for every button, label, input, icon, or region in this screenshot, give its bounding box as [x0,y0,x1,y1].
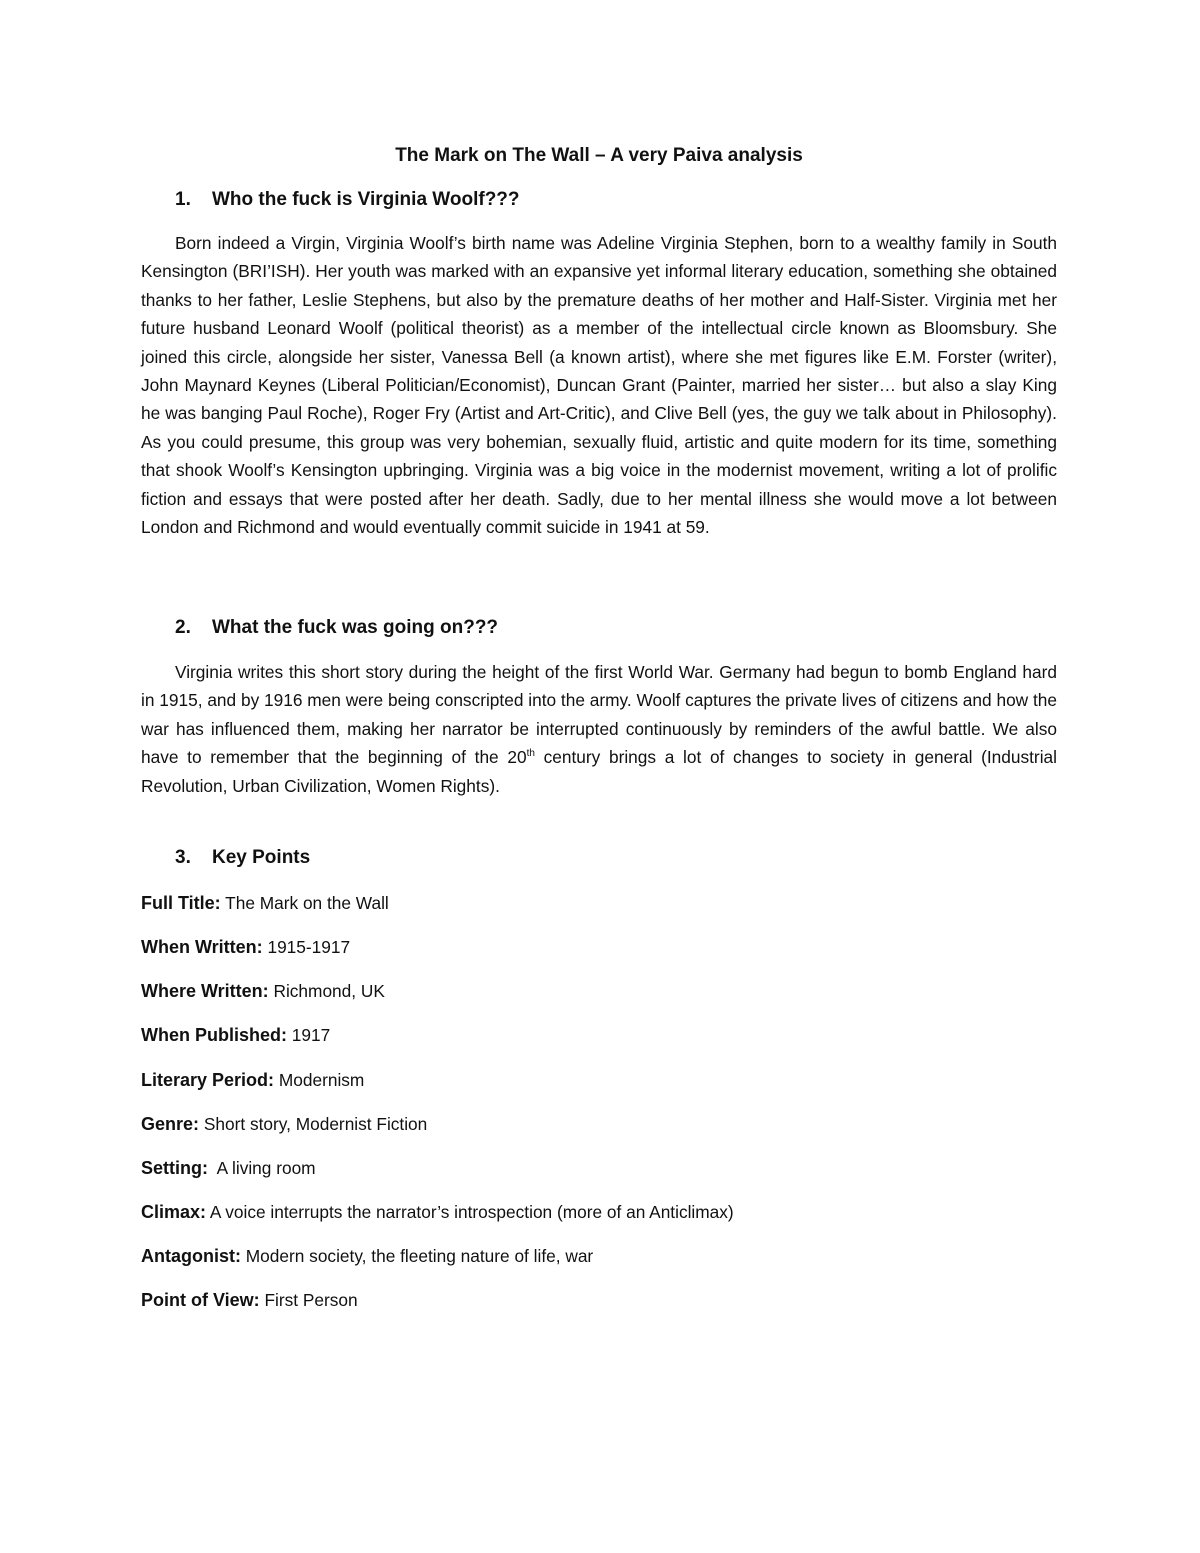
key-point-value: A voice interrupts the narrator’s introspection (more of an Anticlimax) [206,1202,734,1222]
context-text-part-2: century brings a lot of changes to society in general (Industrial Revolution, Urban Civilization, Women Rights). [141,747,1057,796]
section-heading-text: What the fuck was going on??? [212,617,499,638]
section-number: 1. [175,189,191,210]
key-point-antagonist [141,1243,593,1269]
document-title: The Mark on The Wall – A very Paiva analysis [395,145,803,166]
key-point-label: Literary Period: [141,1070,275,1090]
key-point-label: Full Title: [141,893,221,913]
section-heading-text: Key Points [212,847,311,868]
key-point-label: Point of View: [141,1290,260,1310]
key-point-setting [141,1155,316,1181]
key-point-label: Antagonist: [141,1246,241,1266]
key-point-genre [141,1111,427,1137]
key-point-point-of-view [141,1287,358,1313]
key-point-label: When Published: [141,1025,287,1045]
key-point-when-published [141,1022,330,1048]
biography-paragraph: Born indeed a Virgin, Virginia Woolf’s birth name was Adeline Virginia Stephen, born to a wealthy family in South Kensington (BRI’ISH). Her youth was marked with an expansive yet informal literary education, something she obtained thanks to her father, Leslie Stephens, but also by the premature deaths of her mother and Half-Sister. Virginia met her future husband Leonard Woolf (political theorist) as a member of the intellectual circle known as Bloomsbury. She joined this circle, alongside her sister, Vanessa Bell (a known artist), where she met figures like E.M. Forster (writer), John Maynard Keynes (Liberal Politician/Economist), Duncan Grant (Painter, married her sister… but also a slay King he was banging Paul Roche), Roger Fry (Artist and Art-Critic), and Clive Bell (yes, the guy we talk about in Philosophy). As you could presume, this group was very bohemian, sexually fluid, artistic and quite modern for its time, something that shook Woolf’s Kensington upbringing. Virginia was a big voice in the modernist movement, writing a lot of prolific fiction and essays that were posted after her death. Sadly, due to her mental illness she would move a lot between London and Richmond and would eventually commit suicide in 1941 at 59. [141,233,1057,538]
key-point-label: Genre: [141,1114,200,1134]
key-point-value: A living room [208,1158,316,1178]
section-heading-key-points [175,845,310,871]
key-point-full-title [141,890,389,916]
ordinal-superscript: th [526,748,535,760]
key-point-when-written [141,934,350,960]
key-point-literary-period [141,1067,364,1093]
key-point-value: Modernism [274,1070,365,1090]
key-point-climax [141,1199,734,1225]
key-point-label: When Written: [141,937,263,957]
section-number: 3. [175,847,191,868]
key-point-value: First Person [259,1290,358,1310]
key-point-value: Richmond, UK [268,981,385,1001]
section-number: 2. [175,617,191,638]
key-point-label: Setting: [141,1158,208,1178]
key-point-label: Climax: [141,1202,207,1222]
section-heading-text: Who the fuck is Virginia Woolf??? [212,189,520,210]
key-point-value: 1917 [287,1025,331,1045]
section-heading-who-is-woolf [175,187,520,213]
context-paragraph [141,658,1057,800]
context-text-part-1: Virginia writes this short story during the height of the first World War. Germany had begun to bomb England hard in 1915, and by 1916 men were being conscripted into the army. Woolf captures the private lives of citizens and how the war has influenced them, making her narrator be interrupted continuously by reminders of the awful battle. We also have to remember that the beginning of the 20 [141,662,1057,768]
section-heading-context [175,615,498,641]
key-point-value: Short story, Modernist Fiction [199,1114,428,1134]
key-point-value: The Mark on the Wall [220,893,389,913]
key-point-where-written [141,978,385,1004]
key-point-value: 1915-1917 [262,937,351,957]
key-point-value: Modern society, the fleeting nature of life, war [240,1246,594,1266]
key-point-label: Where Written: [141,981,269,1001]
